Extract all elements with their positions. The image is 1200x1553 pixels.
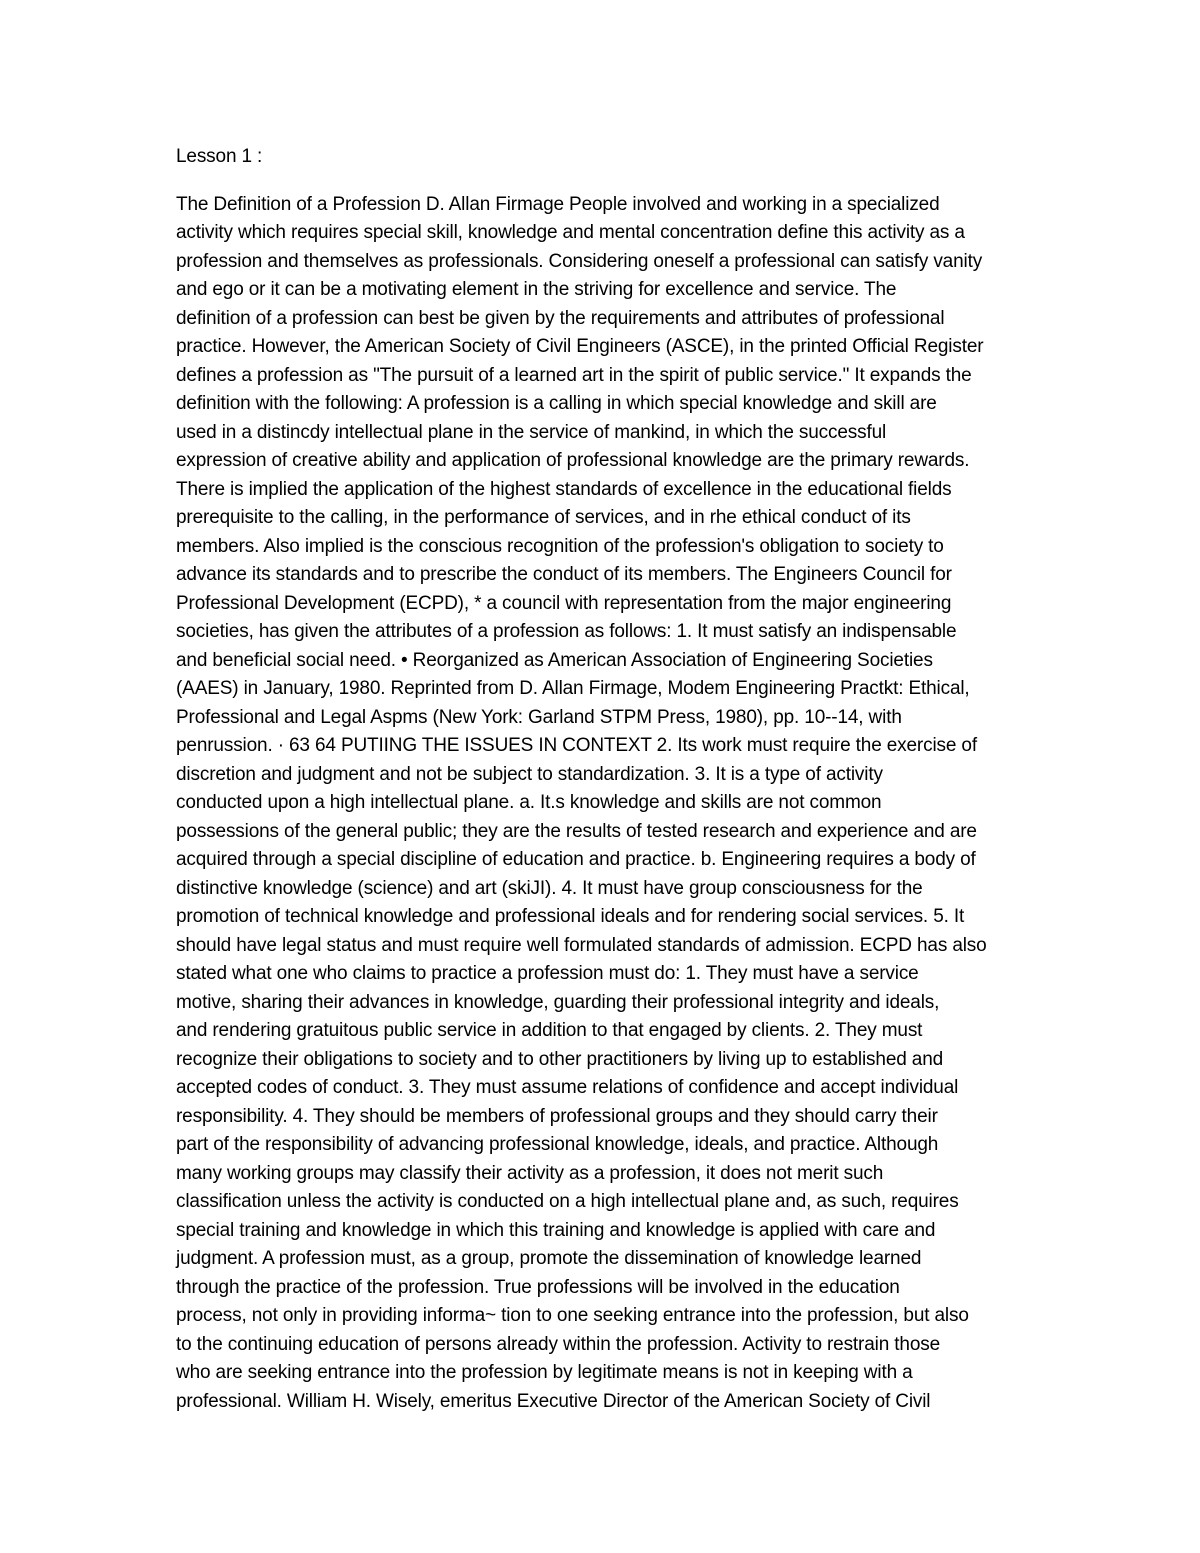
text-line: accepted codes of conduct. 3. They must assume relations of confidence and accept individual bbox=[176, 1077, 959, 1098]
text-line: and beneficial social need. • Reorganized as American Association of Engineering Societies bbox=[176, 649, 933, 671]
text-line: promotion of technical knowledge and professional ideals and for rendering social services. 5. It bbox=[176, 906, 965, 927]
text-line: practice. However, the American Society of Civil Engineers (ASCE), in the printed Official Register bbox=[176, 336, 984, 357]
text-line: stated what one who claims to practice a profession must do: 1. They must have a service bbox=[176, 963, 919, 984]
text-line: professional. William H. Wisely, emeritus Executive Director of the American Society of Civil bbox=[176, 1390, 931, 1412]
text-line: definition with the following: A profession is a calling in which special knowledge and skill are bbox=[176, 393, 937, 414]
text-line: part of the responsibility of advancing professional knowledge, ideals, and practice. Although bbox=[176, 1134, 939, 1155]
text-line: discretion and judgment and not be subject to standardization. 3. It is a type of activity bbox=[176, 763, 883, 785]
text-line: members. Also implied is the conscious recognition of the profession's obligation to society to bbox=[176, 535, 944, 557]
text-line: special training and knowledge in which this training and knowledge is applied with care and bbox=[176, 1219, 936, 1241]
text-line: process, not only in providing informa~ tion to one seeking entrance into the profession, but also bbox=[176, 1305, 969, 1326]
text-line: possessions of the general public; they are the results of tested research and experience and are bbox=[176, 820, 977, 842]
text-line: distinctive knowledge (science) and art (skiJI). 4. It must have group consciousness for the bbox=[176, 877, 923, 899]
text-line: activity which requires special skill, knowledge and mental concentration define this activity as a bbox=[176, 222, 965, 243]
text-line: many working groups may classify their activity as a profession, it does not merit such bbox=[176, 1162, 884, 1184]
text-line: acquired through a special discipline of education and practice. b. Engineering requires a body of bbox=[176, 849, 976, 870]
body-paragraph bbox=[176, 191, 1036, 1417]
text-line: who are seeking entrance into the profession by legitimate means is not in keeping with a bbox=[176, 1362, 913, 1383]
text-line: advance its standards and to prescribe the conduct of its members. The Engineers Council for bbox=[176, 564, 952, 585]
text-line: conducted upon a high intellectual plane. a. It.s knowledge and skills are not common bbox=[176, 792, 882, 813]
text-line: should have legal status and must require well formulated standards of admission. ECPD has also bbox=[176, 934, 987, 956]
text-line: through the practice of the profession. True professions will be involved in the education bbox=[176, 1276, 900, 1298]
text-line: penrussion. · 63 64 PUTIING THE ISSUES IN CONTEXT 2. Its work must require the exercise of bbox=[176, 735, 977, 756]
text-line: used in a distincdy intellectual plane in the service of mankind, in which the successful bbox=[176, 421, 887, 443]
text-line: motive, sharing their advances in knowledge, guarding their professional integrity and ideals, bbox=[176, 991, 940, 1013]
text-line: classification unless the activity is conducted on a high intellectual plane and, as such, requires bbox=[176, 1191, 959, 1212]
text-line: The Definition of a Profession D. Allan Firmage People involved and working in a specialized bbox=[176, 193, 940, 215]
text-line: There is implied the application of the highest standards of excellence in the educational fields bbox=[176, 478, 952, 500]
text-line: Professional and Legal Aspms (New York: Garland STPM Press, 1980), pp. 10--14, with bbox=[176, 706, 902, 728]
document-body bbox=[176, 143, 1036, 1416]
text-line: recognize their obligations to society and to other practitioners by living up to established and bbox=[176, 1048, 944, 1070]
text-line: defines a profession as "The pursuit of a learned art in the spirit of public service." It expands the bbox=[176, 364, 972, 386]
text-line: and rendering gratuitous public service in addition to that engaged by clients. 2. They must bbox=[176, 1020, 923, 1041]
text-line: definition of a profession can best be given by the requirements and attributes of professional bbox=[176, 307, 945, 329]
text-line: prerequisite to the calling, in the performance of services, and in rhe ethical conduct of its bbox=[176, 507, 911, 528]
text-line: to the continuing education of persons already within the profession. Activity to restrain those bbox=[176, 1333, 940, 1355]
text-line: (AAES) in January, 1980. Reprinted from D. Allan Firmage, Modem Engineering Practkt: Ethical, bbox=[176, 678, 970, 699]
text-line: and ego or it can be a motivating element in the striving for excellence and service. The bbox=[176, 279, 897, 300]
text-line: Professional Development (ECPD), * a council with representation from the major engineering bbox=[176, 592, 952, 614]
text-line: expression of creative ability and application of professional knowledge are the primary rewards. bbox=[176, 450, 970, 471]
text-line: judgment. A profession must, as a group, promote the dissemination of knowledge learned bbox=[176, 1248, 922, 1269]
text-line: societies, has given the attributes of a profession as follows: 1. It must satisfy an indispensable bbox=[176, 621, 957, 642]
text-line: profession and themselves as professionals. Considering oneself a professional can satisfy vanity bbox=[176, 250, 983, 272]
lesson-heading: Lesson 1 : bbox=[176, 146, 263, 167]
text-line: responsibility. 4. They should be members of professional groups and they should carry their bbox=[176, 1105, 938, 1127]
